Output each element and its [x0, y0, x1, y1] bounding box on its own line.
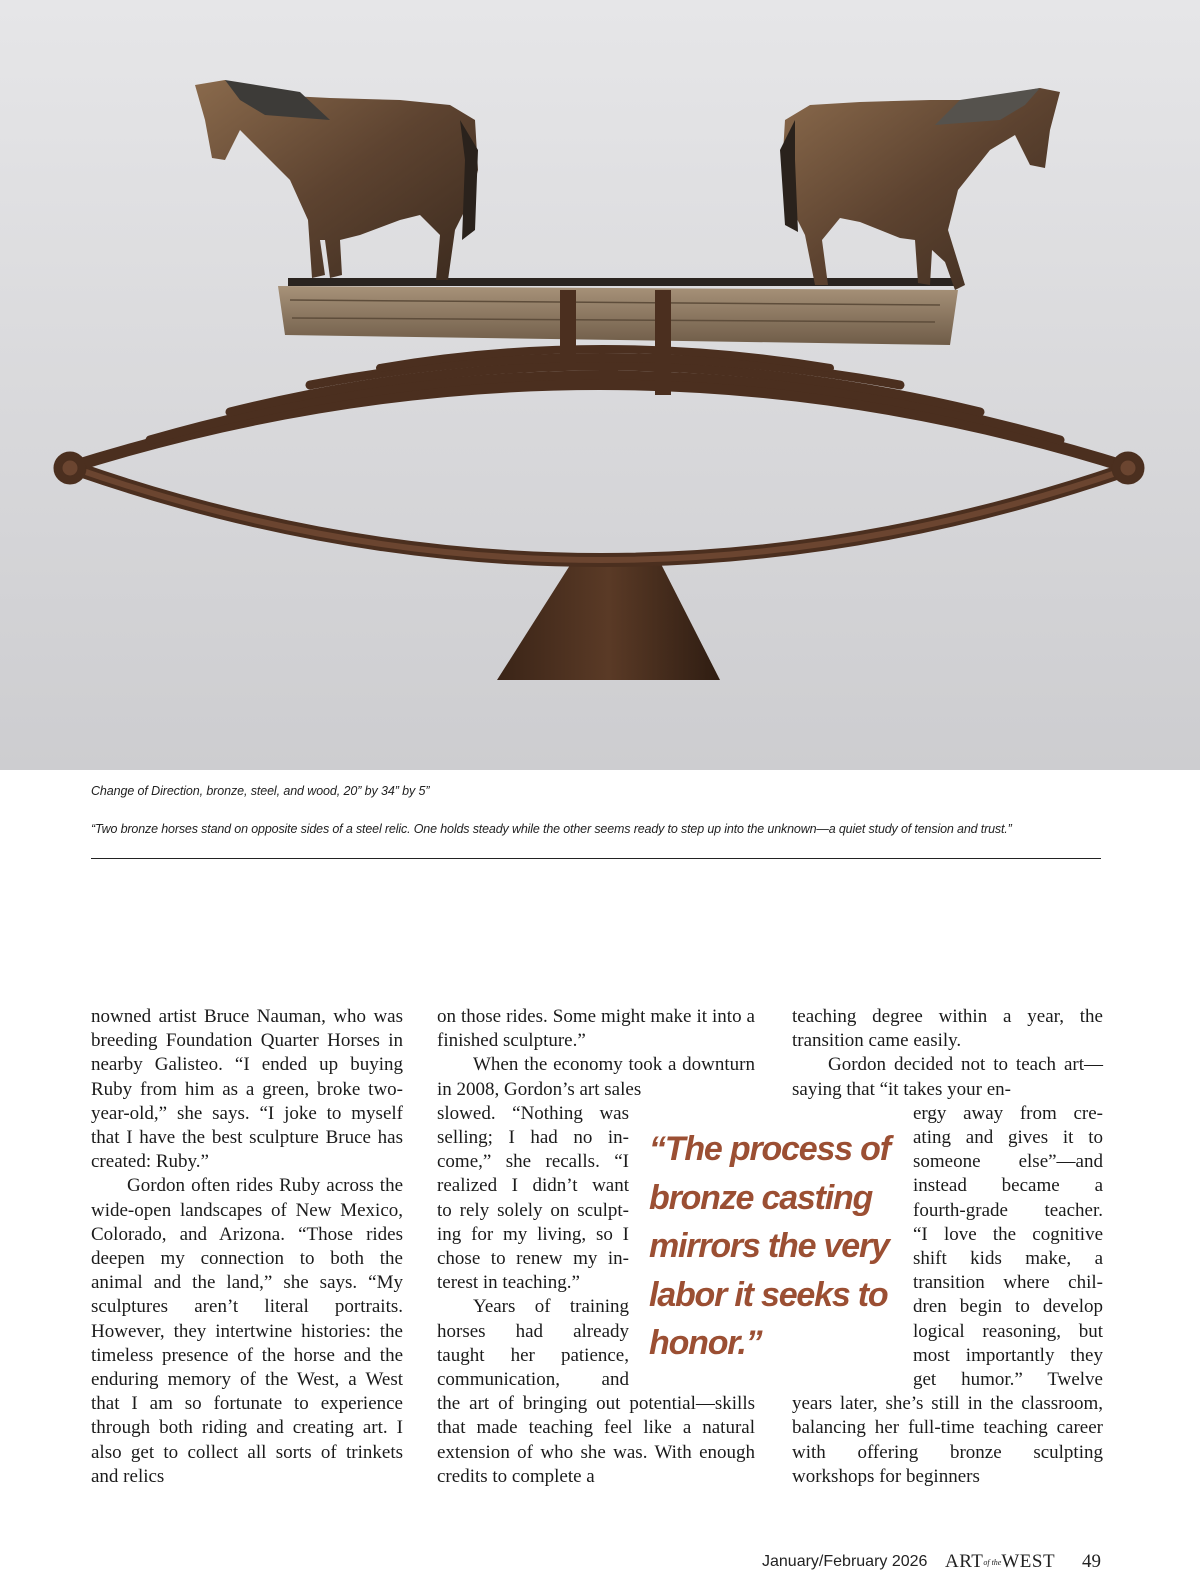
col2-line: chose to renew my in- [437, 1248, 629, 1270]
pull-quote-line: mirrors the very [649, 1227, 889, 1265]
page-footer [0, 1551, 1200, 1579]
col2-paragraph-1: on those rides. Some might make it into a finished sculpture.” [437, 1006, 755, 1052]
col2-paragraph-2-top: When the economy took a downturn in 2008, Gordon’s art sales [437, 1054, 755, 1100]
pull-quote-line: honor.” [649, 1324, 762, 1362]
col3-line: logical reasoning, but [913, 1320, 1103, 1342]
article-column-1 [91, 1005, 403, 1489]
photo-caption-title: Change of Direction, bronze, steel, and wood, 20” by 34” by 5” [91, 784, 430, 798]
col2-line: selling; I had no in- [437, 1127, 629, 1149]
col2-line: realized I didn’t want [437, 1175, 629, 1197]
col3-line: get humor.” Twelve [913, 1369, 1103, 1391]
col2-line: horses had already [437, 1320, 629, 1342]
article-column-3 [792, 1005, 1103, 1489]
caption-divider [91, 858, 1101, 859]
col2-line: Years of training [473, 1296, 629, 1318]
page-number: 49 [1082, 1551, 1101, 1572]
col2-line: slowed. “Nothing was [437, 1102, 629, 1124]
col3-line: transition where chil- [913, 1272, 1103, 1294]
magazine-logo [945, 1551, 1055, 1573]
col3-paragraph-1: teaching degree within a year, the transition came easily. [792, 1006, 1103, 1052]
col3-line: shift kids make, a [913, 1248, 1103, 1270]
col2-paragraph-3-bottom: the art of bringing out potential—skills that made teaching feel like a natural extension of who she was. With enough credits to complete a [437, 1393, 755, 1487]
col2-line: terest in teaching.” [437, 1272, 580, 1294]
col2-line: communication, and [437, 1369, 629, 1391]
col3-line: dren begin to develop [913, 1296, 1103, 1318]
col1-paragraph-2: Gordon often rides Ruby across the wide-open landscapes of New Mexico, Colorado, and Arizona. “Those rides deepen my connection to both the animal and the land,” she says. “My sculptures aren’t literal portraits. However, they intertwine histories: the timeless presence of the horse and the enduring memory of the West, a West that I am so fortunate to experience through both riding and creating art. I also get to collect all sorts of trinkets and relics [91, 1175, 403, 1487]
pull-quote-line: bronze casting [649, 1178, 873, 1217]
col2-line: ing for my living, so I [437, 1223, 629, 1245]
col3-wrapped-lines [913, 1102, 1103, 1392]
col3-line: ergy away from cre- [913, 1102, 1103, 1124]
sculpture-photo [0, 0, 1200, 770]
col3-line: instead became a [913, 1175, 1103, 1197]
col3-line: most importantly they [913, 1344, 1103, 1366]
pull-quote-line: labor it seeks to [649, 1275, 888, 1314]
logo-art: ART [945, 1551, 984, 1572]
col3-paragraph-2-top: Gordon decided not to teach art—saying that “it takes your en- [792, 1054, 1103, 1100]
col2-line: taught her patience, [437, 1344, 629, 1366]
logo-of-the: of the [983, 1558, 1002, 1567]
col1-paragraph-1: nowned artist Bruce Nauman, who was breeding Foundation Quarter Horses in nearby Galisteo. “I ended up buying Ruby from him as a green, broke two-year-old,” she says. “I joke to myself that I have the best sculpture Bruce has created: Ruby.” [91, 1006, 403, 1173]
col2-line: to rely solely on sculpt- [437, 1199, 629, 1221]
col3-line: ating and gives it to [913, 1127, 1103, 1149]
col3-paragraph-2-bottom: years later, she’s still in the classroom, balancing her full-time teaching career with offering bronze sculpting workshops for beginners [792, 1393, 1103, 1487]
pull-quote-line: “The process of [649, 1130, 890, 1168]
col2-wrapped-lines [437, 1102, 629, 1392]
issue-date: January/February 2026 [762, 1553, 928, 1570]
col3-line: someone else”—and [913, 1151, 1103, 1173]
col3-line: fourth-grade teacher. [913, 1199, 1103, 1221]
col3-line: “I love the cognitive [913, 1223, 1103, 1245]
logo-west: WEST [1001, 1551, 1056, 1572]
photo-caption-quote: “Two bronze horses stand on opposite sides of a steel relic. One holds steady while the other seems ready to step up into the unknown—a quiet study of tension and trust.” [91, 822, 1012, 836]
col2-line: come,” she recalls. “I [437, 1151, 629, 1173]
